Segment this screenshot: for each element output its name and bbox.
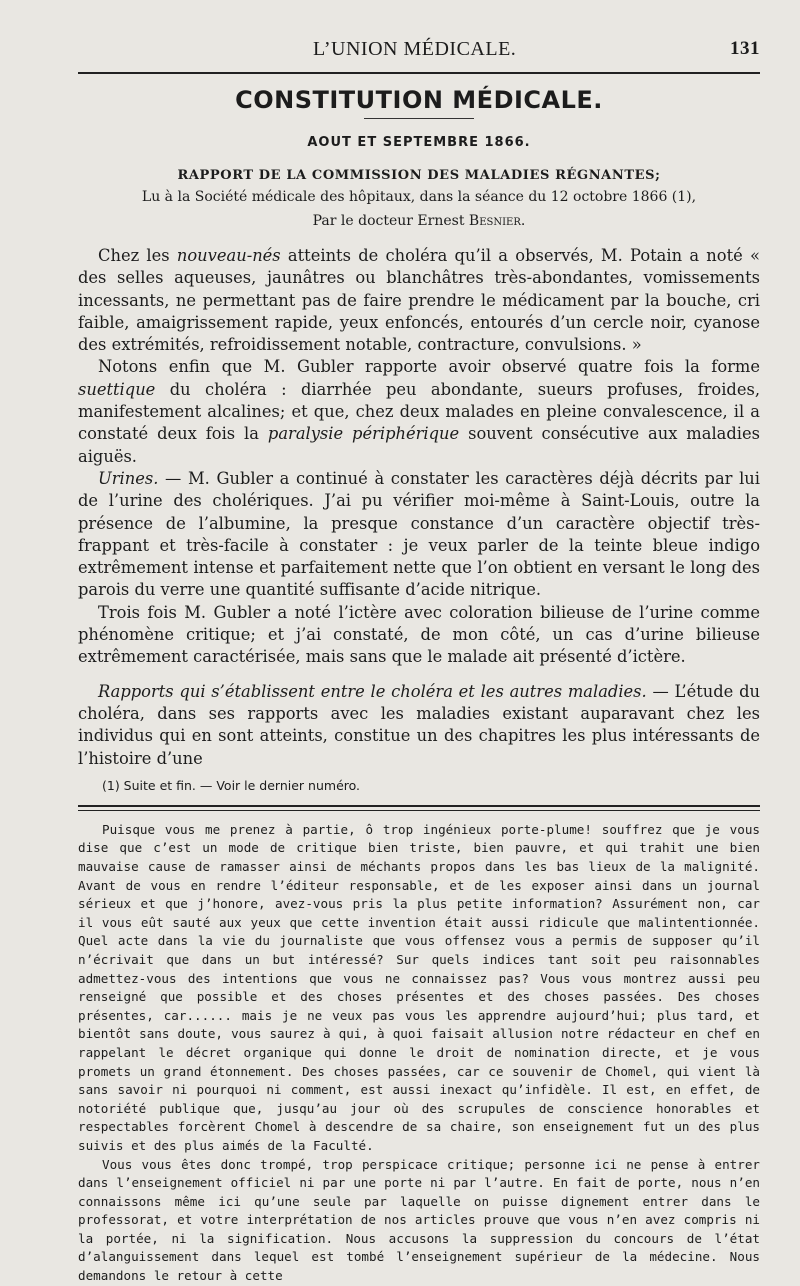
header-rule xyxy=(78,72,760,74)
article-body xyxy=(78,245,760,770)
emphasis: suettique xyxy=(78,379,156,399)
author-prefix: Par le docteur Ernest xyxy=(312,213,469,229)
feuilleton-body xyxy=(78,821,760,1286)
emphasis: nouveau-nés xyxy=(176,246,281,265)
paragraph xyxy=(78,356,760,467)
paragraph: Puisque vous me prenez à partie, ô trop ingénieux porte-plume! souffrez que je vous dise que c’est un mode de critique bien triste, bien pauvre, et qui trahit une bien mauvaise cause de ramasser ainsi de méchants propos dans les bas lieux de la malignité. Avant de vous en rendre l’éditeur responsable, et de les exposer ainsi dans un journal sérieux et que j’honore, avez-vous pris la plus petite information? Assurément non, car il vous eût sauté aux yeux que cette invention était aussi ridicule que malintentionnée. Quel acte dans la vie du journaliste que vous offensez vous a permis de supposer qu’il n’écrivait que dans un but intéressé? Sur quels indices tant soit peu raisonnables admettez-vous des intentions que vous ne connaissez pas? Vous vous montrez aussi peu renseigné que possible et des choses présentes et des choses passées. Des choses présentes, car...... mais je ne veux pas vous les apprendre aujourd’hui; plus tard, et bientôt sans doute, vous saurez à qui, à quoi faisait allusion notre rédacteur en chef en rappelant le décret organique qui donne le droit de nomination directe, et je vous promets un grand étonnement. Des choses passées, car ce souvenir de Chomel, qui vient là sans savoir ni pourquoi ni comment, est aussi inexact qu’infidèle. Il est, en effet, de notoriété publique que, jusqu’au jour où des scrupules de conscience honorables et respectables forcèrent Chomel à descendre de sa chaire, son enseignement fut un des plus suivis et des plus aimés de la Faculté. xyxy=(78,821,760,1153)
section-subtitle: AOUT ET SEPTEMBRE 1866. xyxy=(307,135,531,150)
paragraph xyxy=(78,681,760,770)
paragraph xyxy=(78,245,760,356)
text-run: du choléra : diarrhée peu abondante, sueurs profuses, froides, manifestement alcalines; et que, chez deux malades en pleine convalescence, il a constaté deux fois la xyxy=(78,379,760,444)
journal-title: L’UNION MÉDICALE. xyxy=(313,38,517,60)
text-run: souvent consécutive aux maladies aiguës. xyxy=(78,424,760,466)
text-run: Chez les xyxy=(98,246,177,265)
report-heading: RAPPORT DE LA COMMISSION DES MALADIES RÉGNANTES; xyxy=(177,168,661,183)
page-number: 131 xyxy=(730,38,760,59)
text-run: — L’étude du choléra, dans ses rapports avec les maladies existant auparavant chez les individus qui en sont atteints, constitue un des chapitres les plus intéressants de l’histoire d’une xyxy=(78,681,760,768)
feuilleton-divider xyxy=(78,805,760,811)
author-name: Besnier. xyxy=(468,213,526,229)
emphasis: Urines. xyxy=(98,468,159,488)
title-underline xyxy=(364,118,474,119)
author-line xyxy=(78,213,760,229)
paragraph: Vous vous êtes donc trompé, trop perspicace critique; personne ici ne pense à entrer dans l’enseignement officiel ni par une porte ni par l’autre. En fait de porte, nous n’en connaissons même ici qu’une seule par laquelle on puisse dignement entrer dans le professorat, et votre interprétation de nos articles prouve que vous n’en avez compris ni la portée, ni la signification. Nous accusons la suppression du concours de l’état d’alanguissement dans lequel est tombé l’enseignement supérieur de la médecine. Nous demandons le retour à cette xyxy=(78,1156,760,1284)
footnote: (1) Suite et fin. — Voir le dernier numéro. xyxy=(102,777,361,793)
emphasis: paralysie périphérique xyxy=(267,424,460,444)
emphasis: Rapports qui s’établissent entre le choléra et les autres maladies. xyxy=(98,681,647,701)
paragraph xyxy=(78,468,760,602)
section-title: CONSTITUTION MÉDICALE. xyxy=(235,86,603,114)
running-head xyxy=(78,38,760,64)
text-run: Trois fois M. Gubler a noté l’ictère avec coloration bilieuse de l’urine comme phénomène critique; et j’ai constaté, de mon côté, un cas d’urine bilieuse extrêmement caractérisée, mais sans que le malade ait présenté d’ictère. xyxy=(78,602,760,667)
read-at-line: Lu à la Société médicale des hôpitaux, dans la séance du 12 octobre 1866 (1), xyxy=(141,189,697,205)
text-run: Notons enfin que M. Gubler rapporte avoir observé quatre fois la forme xyxy=(98,357,760,377)
text-run: — M. Gubler a continué à constater les caractères déjà décrits par lui de l’urine des cholériques. J’ai pu vérifier moi-même à Saint-Louis, outre la présence de l’albumine, la presque constance d’un caractère objectif très-frappant et très-facile à constater : je veux parler de la teinte bleue indigo extrêmement intense et parfaitement nette que l’on obtient en versant le long des parois du verre une quantité suffisante d’acide nitrique. xyxy=(78,468,760,600)
paragraph xyxy=(78,602,760,669)
text-run: atteints de choléra qu’il a observés, M. Potain a noté « des selles aqueuses, jaunâtres ou blanchâtres très-abondantes, vomissements incessants, ne permettant pas de faire prendre le médicament par la bouche, cri faible, amaigrissement rapide, yeux enfoncés, entourés d’un cercle noir, cyanose des extrémités, refroidissement notable, contracture, convulsions. » xyxy=(78,246,760,355)
